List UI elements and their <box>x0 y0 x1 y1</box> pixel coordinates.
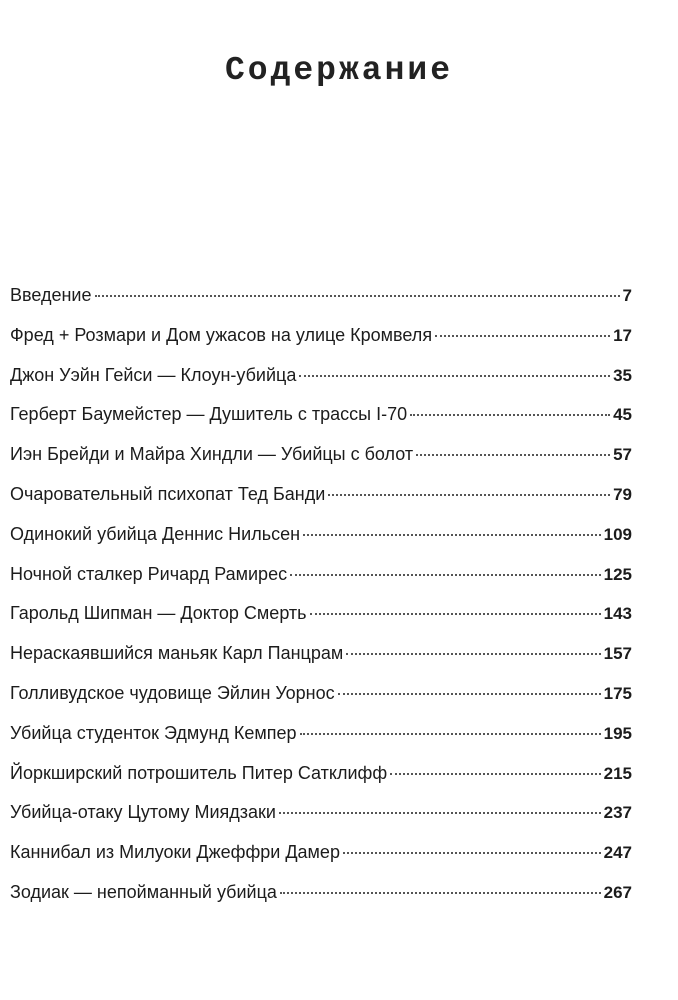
toc-page-number: 175 <box>603 683 632 703</box>
toc-entry-title: Джон Уэйн Гейси — Клоун-убийца <box>10 364 297 385</box>
toc-entry <box>10 714 632 754</box>
toc-entry-title: Фред + Розмари и Дом ужасов на улице Кромвеля <box>10 324 433 345</box>
toc-page-number: 35 <box>613 365 632 385</box>
toc-entry-title: Каннибал из Милуоки Джеффри Дамер <box>10 842 340 863</box>
dot-leader <box>280 892 601 894</box>
dot-leader <box>338 693 601 695</box>
toc-page-number: 79 <box>613 484 632 504</box>
toc-page-number: 195 <box>603 723 632 743</box>
toc-entry <box>10 594 632 634</box>
toc-page-number: 143 <box>603 604 632 624</box>
dot-leader <box>390 773 600 775</box>
toc-entry <box>10 754 632 794</box>
toc-entry-title: Очаровательный психопат Тед Банди <box>10 483 326 504</box>
toc-entry-title: Герберт Баумейстер — Душитель с трассы I-70 <box>10 404 408 425</box>
toc-entry-title: Гарольд Шипман — Доктор Смерть <box>10 603 307 624</box>
toc-entry-title: Зодиак — непойманный убийца <box>10 881 277 902</box>
dot-leader <box>310 613 601 615</box>
toc-entry <box>10 555 632 595</box>
dot-leader <box>290 574 601 576</box>
table-of-contents <box>10 276 632 913</box>
toc-page-number: 57 <box>613 445 632 465</box>
toc-entry-title: Ночной сталкер Ричард Рамирес <box>10 563 288 584</box>
toc-page-number: 267 <box>603 882 632 902</box>
toc-entry-title: Иэн Брейди и Майра Хиндли — Убийцы с болот <box>10 444 414 465</box>
toc-entry <box>10 356 632 396</box>
toc-page-number: 17 <box>613 325 632 345</box>
dot-leader <box>299 375 610 377</box>
toc-entry <box>10 793 632 833</box>
dot-leader <box>346 653 600 655</box>
toc-page-number: 157 <box>603 644 632 664</box>
toc-entry <box>10 873 632 913</box>
toc-entry-title: Убийца-отаку Цутому Миядзаки <box>10 802 276 823</box>
dot-leader <box>410 414 610 416</box>
toc-entry-title: Убийца студенток Эдмунд Кемпер <box>10 722 297 743</box>
toc-entry <box>10 475 632 515</box>
toc-entry <box>10 316 632 356</box>
dot-leader <box>95 295 620 297</box>
dot-leader <box>303 534 601 536</box>
page-title: Содержание <box>224 52 454 90</box>
toc-page-number: 45 <box>613 405 632 425</box>
dot-leader <box>435 335 610 337</box>
toc-entry <box>10 276 632 316</box>
dot-leader <box>328 494 610 496</box>
toc-page-number: 125 <box>603 564 632 584</box>
dot-leader <box>416 454 610 456</box>
toc-entry <box>10 833 632 873</box>
dot-leader <box>279 812 601 814</box>
toc-entry-title: Одинокий убийца Деннис Нильсен <box>10 523 301 544</box>
toc-entry <box>10 515 632 555</box>
toc-page-number: 247 <box>603 843 632 863</box>
toc-page-number: 109 <box>603 524 632 544</box>
toc-entry-title: Йоркширский потрошитель Питер Сатклифф <box>10 762 388 783</box>
toc-entry <box>10 435 632 475</box>
toc-entry <box>10 634 632 674</box>
toc-entry <box>10 395 632 435</box>
toc-entry-title: Введение <box>10 285 92 305</box>
toc-page-number: 237 <box>603 803 632 823</box>
toc-page-number: 215 <box>603 763 632 783</box>
toc-page-number: 7 <box>622 286 632 305</box>
toc-entry-title: Нераскаявшийся маньяк Карл Панцрам <box>10 643 344 664</box>
toc-entry-title: Голливудское чудовище Эйлин Уорнос <box>10 682 335 703</box>
dot-leader <box>300 733 601 735</box>
dot-leader <box>343 852 601 854</box>
toc-entry <box>10 674 632 714</box>
